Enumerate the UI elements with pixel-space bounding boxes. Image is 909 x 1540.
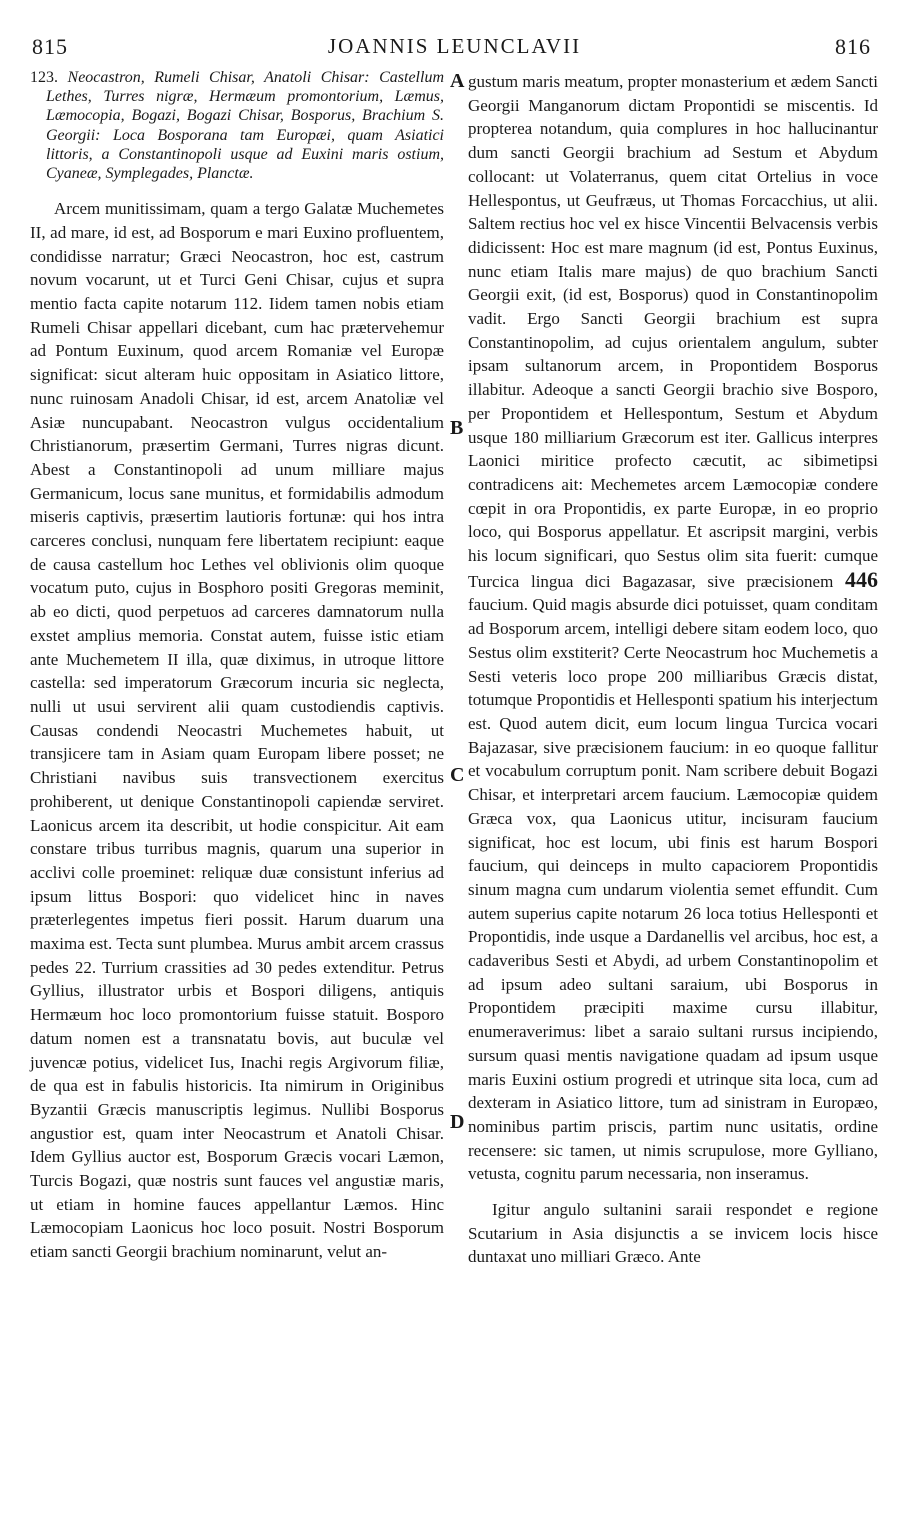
right-paragraph-1-text: gustum maris meatum, propter monasterium et ædem Sancti Georgii Manganorum dictam Propontidi se miscentis. Id propterea notandum, quia complures in hoc hallucinantur dum sancti Georgii brachium ad Sestum et Abydum collocant: ut Volaterranus, quem citat Ortelius in voce Hellespontus, ut Geufræus, ut Thomas Forcacchius, ut alii. Saltem rectius hoc vel ex hisce Vincentii Belvacensis verbis didicissent: Hoc est mare magnum (id est, Pontus Euxinus, nunc etiam Italis mare majus) de quo brachium Sancti Georgii exit, (id est, Bosporus) quod in Constantinopolim vadit. Ergo Sancti Georgii brachium est supra Constantinopolim, ad cujus orientalem angulum, subter ipsam sultanorum arcem, in Propontidem Bosporus illabitur. Adeoque a sancti Georgii brachio sive Bosporo, per Propontidem et Hellespontum, Sestum et Abydum usque 180 milliarium Græcorum est iter. Gallicus interpres Laonici miritice profecto cæcutit, ac sibimetipsi contradicens ait: Mechemetes arcem Læmocopiæ condere cœpit in ora Propontidis, ex parte Europæ, in eo proprio loco, qui Bosporus appellatur. Et ascripsit margini, verbis his locum significari, quo Sestus olim sita fuerit: cumque Turcica lingua dici Bagazasar, sive præcisionem xyxy=(468,72,878,591)
left-paragraph: Arcem munitissimam, quam a tergo Galatæ Muchemetes II, ad mare, id est, ad Bosporum e mari Euxino profluentem, condidisse narratur; Græci Neocastron, hoc est, castrum novum vocarunt, ut et Turci Geni Chisar, cujus et supra mentio facta capite notarum 112. Iidem tamen nobis etiam Rumeli Chisar appellari dicebant, cum hac prætervehemur ad Pontum Euxinum, quod arcem Romaniæ vel Europæ significat: sicut alteram huic oppositam in Asiatico littore, nunc ruinosam Anadoli Chisar, id est, arcem Anatoliæ vel Asiæ nuncupabant. Neocastron vulgus occidentalium Christianorum, præsertim Germani, Turres nigras dicunt. Abest a Constantinopoli ad unum milliare majus Germanicum, locus sane munitus, et formidabilis admodum miseris captivis, præsertim lautioris fortunæ: qui hos intra carceres conclusi, nunquam fere libertatem recipiunt: eaque de causa castellum hoc Lethes vel oblivionis olim quoque vocatum puto, cujus in Bosphoro positi Gregoras meminit, ab eo dicti, quod perpetuos ad carceres damnatorum nulla exstet amplius memoria. Constat autem, fuisse istic etiam ante Muchemetem II illa, quæ diximus, in utroque littore castella: sed imperatorum Græcorum incuria sic neglecta, nulli ut usui servirent alii quam custodiendis captivis. Causas condendi Neocastri Muchemetes habuit, ut transjicere tam in Asiam quam Europam libere posset; ne Christiani navibus suis transvectionem exercitus prohiberent, ut denique Constantinopoli capiendæ serviret. Laonicus arcem ita describit, ut hodie conspicitur. Ait eam constare tribus turribus magnis, quarum una superior in acclivi colle proeminet: reliquæ duæ consistunt inferius ad ipsum littus Bospori: quo videlicet hinc in naves præterlegentes impetus fieri possit. Harum duarum una maxima est. Tecta sunt plumbea. Murus ambit arcem crassus pedes 22. Turrium crassities ad 30 pedes extenditur. Petrus Gyllius, illustrator urbis et Bospori diligens, antiquis Hermæum hoc loco promontorium fuisse statuit. Bosporo datum nomen est a transnatatu bovis, aut buculæ vel juvencæ potius, videlicet Ius, Inachi regis Argivorum filiæ, de qua est in fabulis historicis. Ita nimirum in Originibus Byzantii Græcis manuscriptis legimus. Nullibi Bosporus angustior est, quam inter Neocastrum et Anatoli Chisar. Idem Gyllius auctor est, Bosporum Græcis vocari Læmon, Turcis Bogazi, quæ nostris sunt fauces vel angustiæ maris, ut etiam in homine fauces appellantur Læmos. Hinc Læmocopiam Laonicus hoc loco posuit. Nostri Bosporum etiam sancti Georgii brachium nominarunt, velut an- xyxy=(30,199,444,1262)
margin-marker-a: A xyxy=(450,70,465,92)
right-column xyxy=(468,70,878,1269)
right-paragraph-1-continued: faucium. Quid magis absurde dici potuisset, quam conditam ad Bosporum arcem, intelligi debere sitam eodem loco, quo Sestus olim exstiterit? Certe Neocastrum hoc Muchemetis a Sesti veteris loco prope 200 milliaribus Græcis distat, totumque Propontidis et Hellesponti spatium his interjectum est. Quod autem dicit, eum locum lingua Turcica vocari Bajazasar, sive præcisionem faucium: in eo quoque fallitur et vocabulum corruptum ponit. Nam scribere debuit Bogazi Chisar, et interpretari arcem faucium. Læmocopiæ quidem Græca vox, qua Laonicus utitur, incisuram faucium significat, hoc est locum, ubi finis est harum Bospori faucium, qui deinceps in multo capaciorem Propontidis sinum magna cum undarum violentia semet effundit. Cum autem superius capite notarum 26 loca totius Hellesponti et Propontidis, inde usque a Dardanellis vel arcibus, hoc est, a cadaveribus Sesti et Abydi, ad urbem Constantinopolim et ad ipsum adeo sultani saraium, ubi Bosporus in Propontidem præcipiti maxime cursu illabitur, enumeraverimus: libet a saraio sultani rursus incipiendo, sursum quasi mentis navigatione quadam ad ipsum usque maris Euxini ostium progredi et utrinque sita loca, cum ad dexteram in Asiatico littore, tum ad sinistram in Europæo, nominibus partim priscis, partim nunc usitatis, ordine recensere: sic tamen, ut nimis scrupulose, more Gylliano, vetusta, cognitu parum necessaria, non inseramus. xyxy=(468,595,878,1184)
margin-marker-c: C xyxy=(450,764,465,786)
note-summary-text: Neocastron, Rumeli Chisar, Anatoli Chisar: Castellum Lethes, Turres nigræ, Hermæum promontorium, Læmus, Læmocopia, Bogazi, Bogazi Chisar, Bosporus, Brachium S. Georgii: Loca Bosporana tam Europæi, quam Asiatici littoris, a Constantinopoli usque ad Euxini maris ostium, Cyaneæ, Symplegades, Planctæ. xyxy=(46,69,444,183)
right-paragraph-2: Igitur angulo sultanini saraii respondet e regione Scutarium in Asia disjunctis a se invicem locis hisce duntaxat uno milliari Græco. Ante xyxy=(468,1200,878,1267)
right-paragraph-1 xyxy=(468,70,878,1186)
running-title: JOANNIS LEUNCLAVII xyxy=(327,34,582,58)
note-number: 123. xyxy=(30,69,58,86)
inline-page-number: 446 xyxy=(845,566,878,592)
page-number-left: 815 xyxy=(32,34,68,59)
note-summary xyxy=(30,68,444,183)
margin-marker-b: B xyxy=(450,417,464,439)
left-column xyxy=(30,68,444,1264)
page-number-right: 816 xyxy=(835,34,871,59)
margin-marker-d: D xyxy=(450,1111,465,1133)
